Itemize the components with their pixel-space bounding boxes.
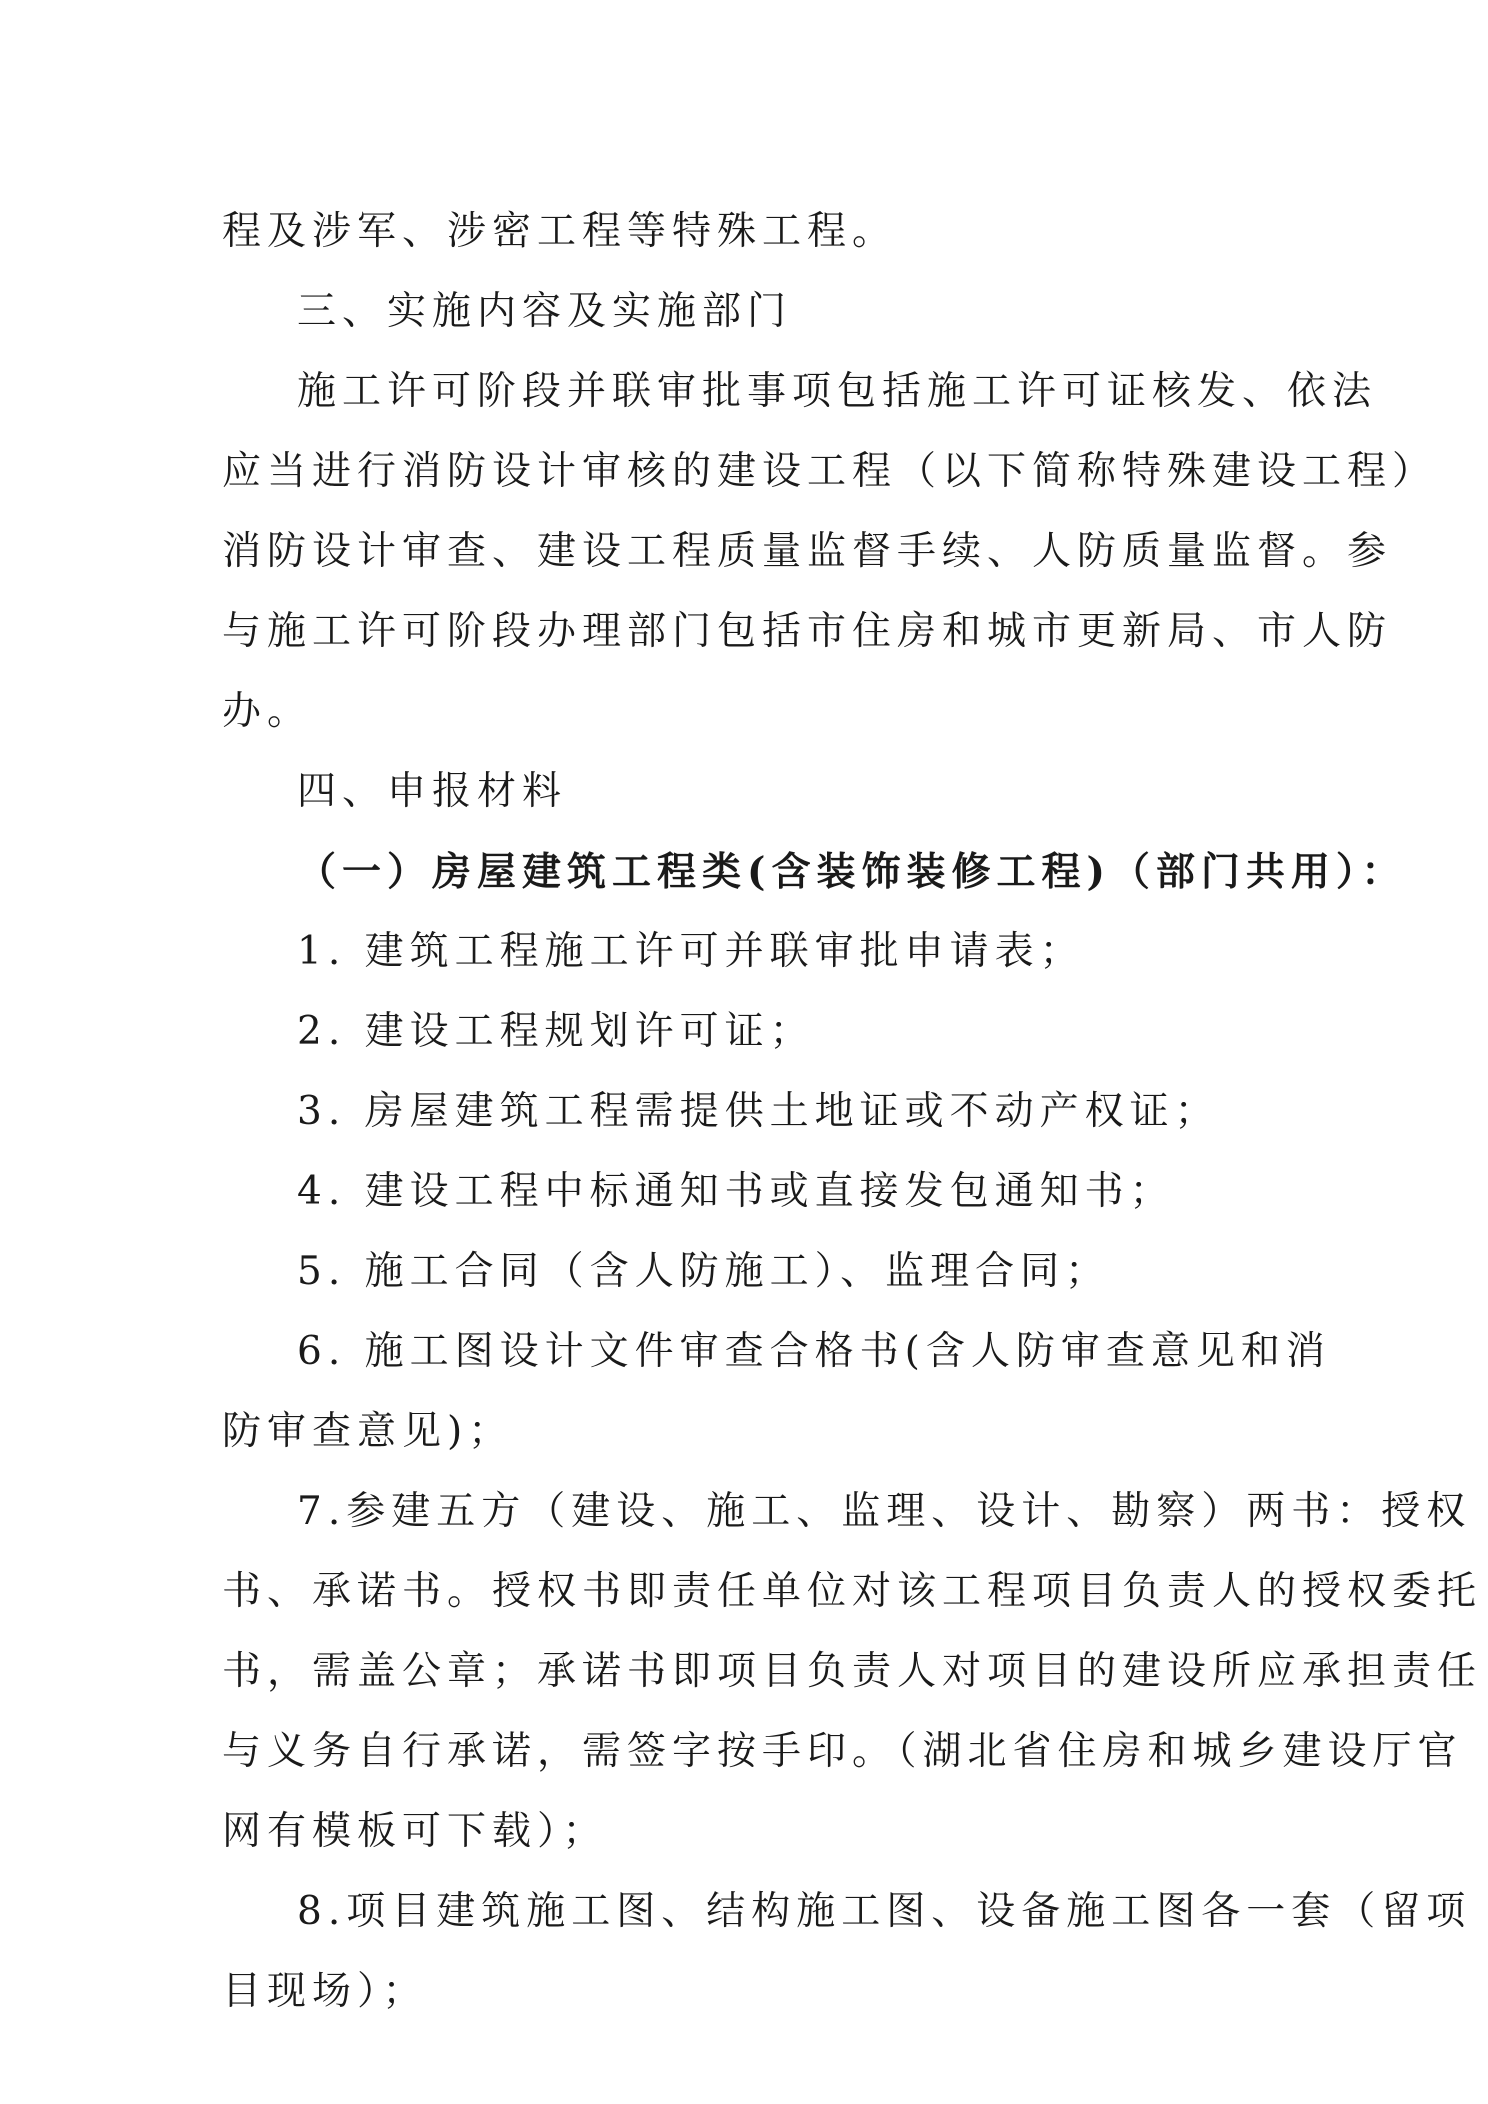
section-heading: 三、实施内容及实施部门 (297, 289, 793, 334)
list-item: 1. 建筑工程施工许可并联审批申请表； (297, 929, 1085, 974)
text-line: 施工许可阶段并联审批事项包括施工许可证核发、依法 (297, 369, 1378, 414)
list-item: 5. 施工合同（含人防施工）、监理合同； (297, 1249, 1111, 1294)
list-item-continuation: 与义务自行承诺，需签字按手印。（湖北省住房和城乡建设厅官 (222, 1729, 1463, 1774)
subsection-heading: （一）房屋建筑工程类(含装饰装修工程)（部门共用）： (297, 849, 1407, 895)
list-item-continuation: 目现场）； (222, 1969, 428, 2014)
text-line: 办。 (222, 689, 313, 734)
list-item: 6. 施工图设计文件审查合格书(含人防审查意见和消 (297, 1329, 1331, 1374)
list-item: 3. 房屋建筑工程需提供土地证或不动产权证； (297, 1089, 1220, 1134)
list-item-continuation: 防审查意见)； (222, 1409, 514, 1454)
text-line: 与施工许可阶段办理部门包括市住房和城市更新局、市人防 (222, 609, 1393, 654)
text-line: 应当进行消防设计审核的建设工程（以下简称特殊建设工程） (222, 449, 1438, 494)
list-item-continuation: 网有模板可下载）； (222, 1809, 608, 1854)
section-heading: 四、申报材料 (297, 769, 568, 814)
text-line: 程及涉军、涉密工程等特殊工程。 (222, 209, 898, 254)
text-line: 消防设计审查、建设工程质量监督手续、人防质量监督。参 (222, 529, 1393, 574)
list-item-continuation: 书、承诺书。授权书即责任单位对该工程项目负责人的授权委托 (222, 1569, 1483, 1614)
list-item: 7.参建五方（建设、施工、监理、设计、勘察）两书：授权 (297, 1489, 1472, 1534)
list-item: 4. 建设工程中标通知书或直接发包通知书； (297, 1169, 1175, 1214)
list-item-continuation: 书，需盖公章；承诺书即项目负责人对项目的建设所应承担责任 (222, 1649, 1483, 1694)
list-item: 8.项目建筑施工图、结构施工图、设备施工图各一套（留项 (297, 1889, 1472, 1934)
list-item: 2. 建设工程规划许可证； (297, 1009, 815, 1054)
